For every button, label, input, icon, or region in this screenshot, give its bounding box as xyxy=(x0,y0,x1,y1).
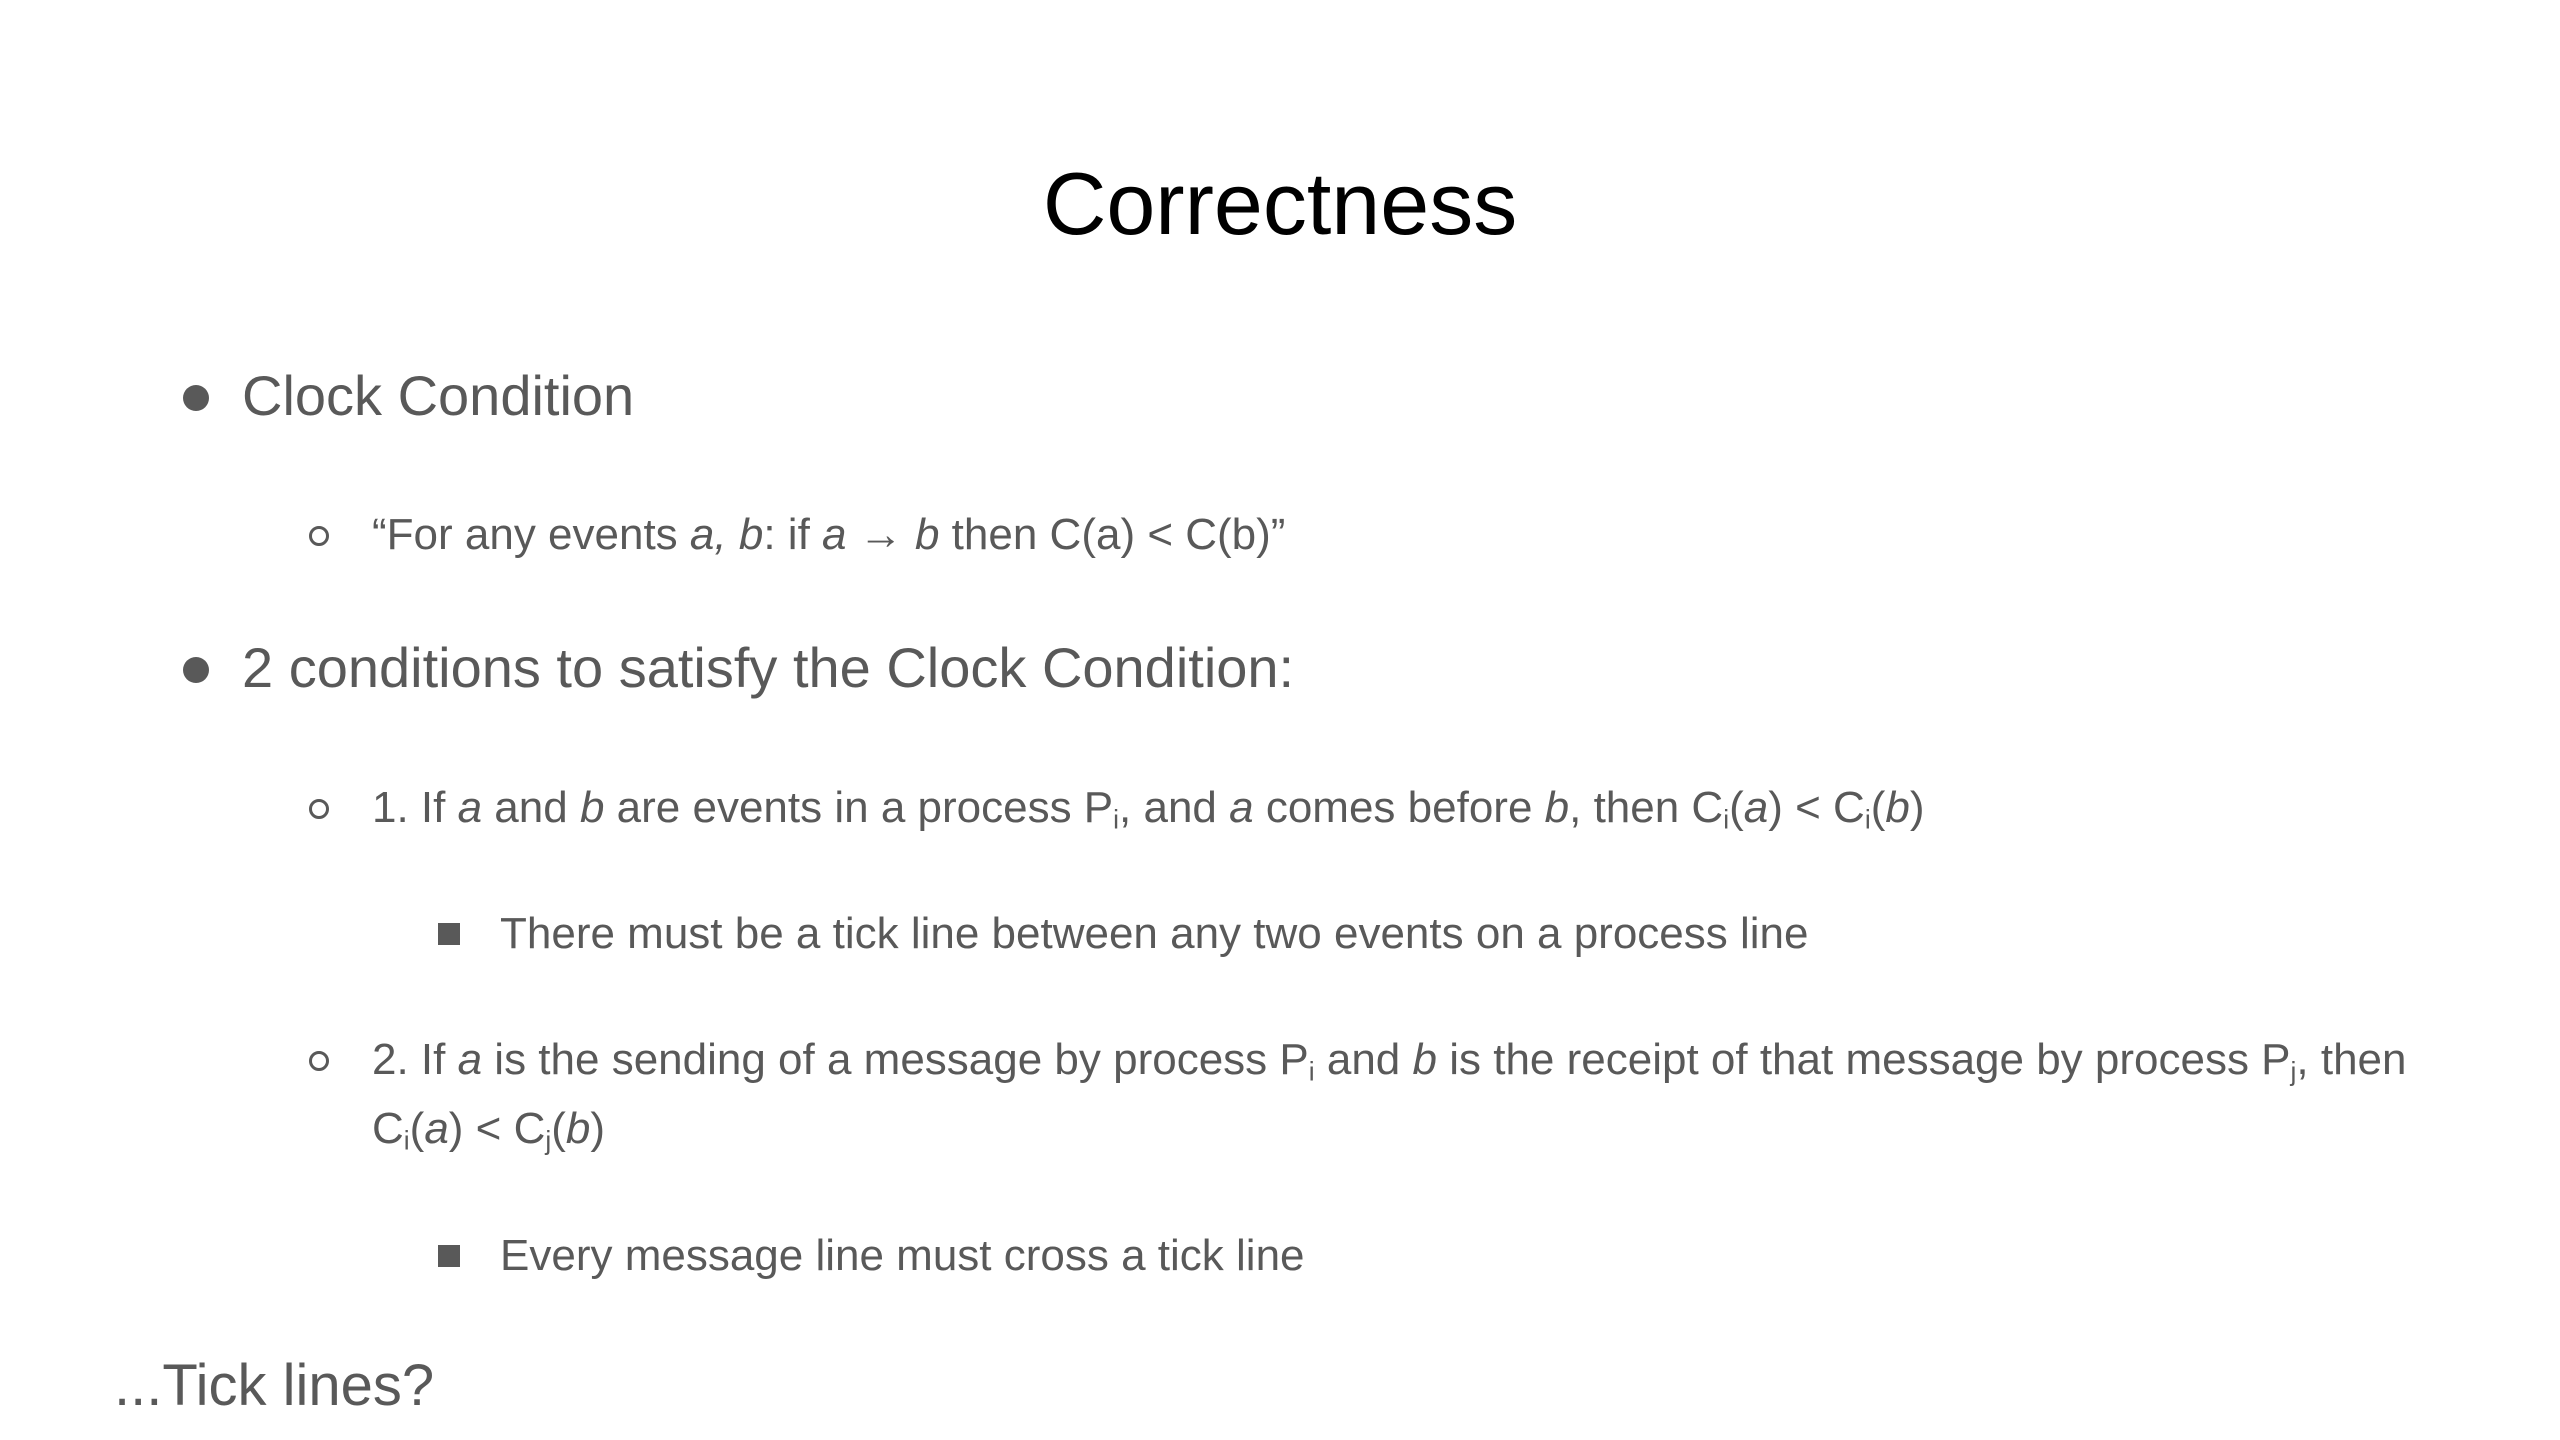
bullet-hollow-dot xyxy=(309,799,329,819)
tick-lines-question: ...Tick lines? xyxy=(114,1353,435,1418)
bullet-square xyxy=(438,1245,460,1267)
slide-title: Correctness xyxy=(1042,154,1518,253)
bullet-two-conditions: 2 conditions to satisfy the Clock Condition: xyxy=(242,636,1295,699)
bullet-filled-dot xyxy=(183,385,209,411)
bullet-hollow-dot xyxy=(309,1051,329,1071)
condition-2-note: Every message line must cross a tick line xyxy=(500,1231,1305,1280)
bullet-filled-dot xyxy=(183,657,209,683)
condition-1-note: There must be a tick line between any two events on a process line xyxy=(500,909,1809,958)
condition-1: 1. If a and b are events in a process $P_i$, and a comes before b, then $C_i(a) < C_i(b)$ xyxy=(372,783,1925,835)
condition-2-line-1: 2. If a is the sending of a message by process $P_i$ and b is the receipt of that message by process $P_j$, then xyxy=(372,1035,2407,1087)
condition-2-line-2: $C_i(a) < C_j(b)$ xyxy=(372,1104,606,1156)
clock-condition-definition: “For any events a, b: if a → b then C(a) < C(b)” xyxy=(372,510,1286,559)
bullet-hollow-dot xyxy=(309,526,329,546)
bullet-square xyxy=(438,923,460,945)
bullet-clock-condition: Clock Condition xyxy=(242,364,635,427)
